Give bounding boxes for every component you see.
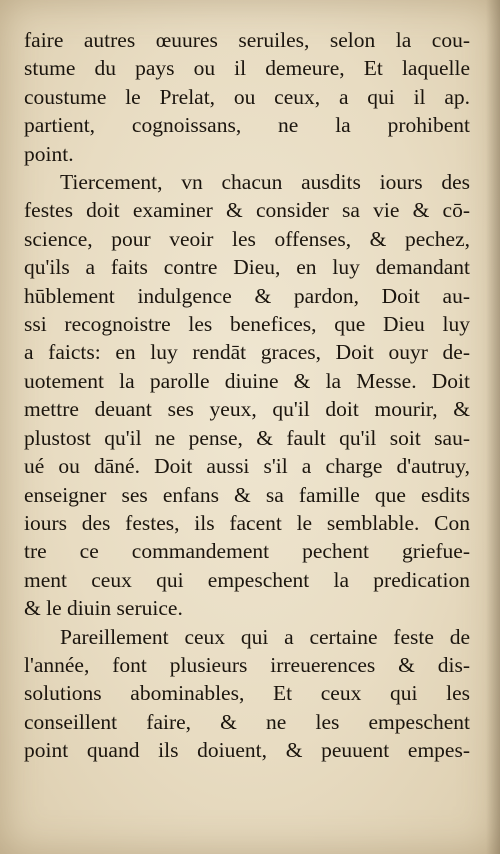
body-text (24, 26, 470, 765)
text-line: partient, cognoissans, ne la prohibent (24, 113, 470, 138)
text-line: conseillent faire, & ne les empeschent (24, 709, 470, 734)
text-line: Tiercement, vn chacun ausdits iours des (60, 170, 470, 195)
text-line: & le diuin seruice. (24, 596, 183, 621)
text-line: coustume le Prelat, ou ceux, a qui il ap. (24, 84, 470, 109)
text-line: point quand ils doiuent, & peuuent empes- (24, 738, 470, 763)
text-line: plustost qu'il ne pense, & fault qu'il soit sau- (24, 425, 470, 450)
text-line: hūblement indulgence & pardon, Doit au- (24, 283, 470, 308)
page-edge-shadow (486, 0, 500, 854)
text-line: qu'ils a faits contre Dieu, en luy demandant (24, 255, 470, 280)
text-line: ment ceux qui empeschent la predication (24, 567, 470, 592)
text-line: tre ce commandement pechent griefue- (24, 539, 470, 564)
text-line: iours des festes, ils facent le semblable. Con (24, 510, 470, 535)
text-line: Pareillement ceux qui a certaine feste de (60, 624, 470, 649)
text-line: stume du pays ou il demeure, Et laquelle (24, 56, 470, 81)
text-line: ssi recognoistre les benefices, que Dieu luy (24, 312, 470, 337)
text-line: point. (24, 141, 74, 166)
text-line: a faicts: en luy rendāt graces, Doit ouyr de- (24, 340, 470, 365)
text-line: ué ou dāné. Doit aussi s'il a charge d'autruy, (24, 454, 470, 479)
text-line: l'année, font plusieurs irreuerences & dis- (24, 652, 470, 677)
text-line: science, pour veoir les offenses, & pechez, (24, 226, 470, 251)
text-line: uotement la parolle diuine & la Messe. Doit (24, 368, 470, 393)
text-line: faire autres œuures seruiles, selon la cou- (24, 28, 470, 52)
text-line: mettre deuant ses yeux, qu'il doit mourir, & (24, 397, 470, 422)
text-line: solutions abominables, Et ceux qui les (24, 681, 470, 706)
text-line: festes doit examiner & consider sa vie & cō- (24, 198, 470, 223)
text-line: enseigner ses enfans & sa famille que esdits (24, 482, 470, 507)
